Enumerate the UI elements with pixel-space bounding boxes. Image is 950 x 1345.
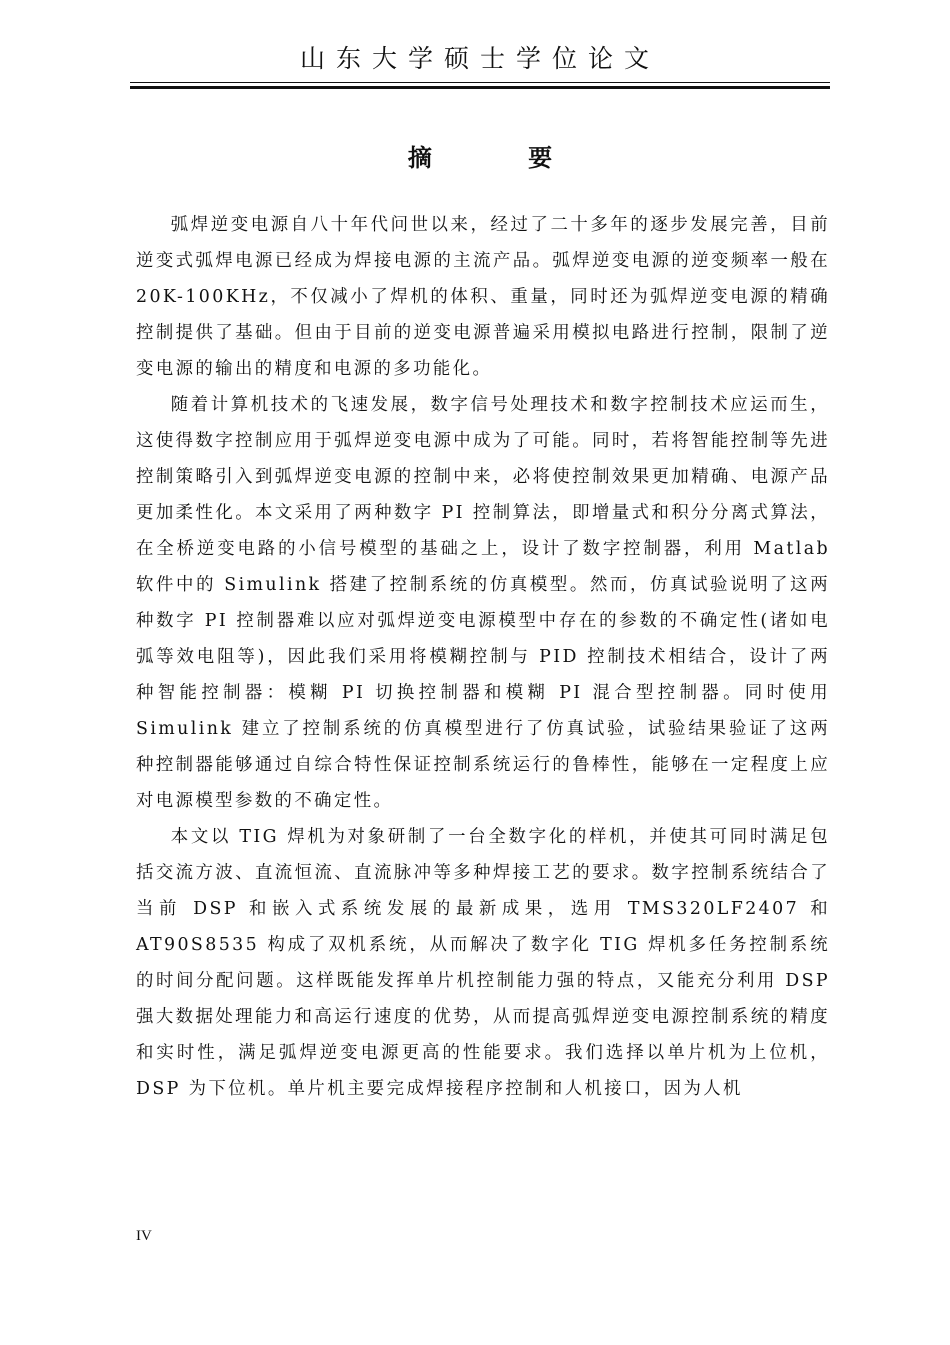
abstract-body: [136, 207, 830, 1107]
section-title: 摘 要: [407, 144, 597, 172]
running-header: 山东大学硕士学位论文: [299, 44, 660, 73]
abstract-paragraph-2: 随着计算机技术的飞速发展，数字信号处理技术和数字控制技术应运而生，这使得数字控制应用于弧焊逆变电源中成为了可能。同时，若将智能控制等先进控制策略引入到弧焊逆变电源的控制中来，必将使控制效果更加精确、电源产品更加柔性化。本文采用了两种数字 PI 控制算法，即增量式和积分分离式算法，在全桥逆变电路的小信号模型的基础之上，设计了数字控制器，利用 Matlab 软件中的 Simulink 搭建了控制系统的仿真模型。然而，仿真试验说明了这两种数字 PI 控制器难以应对弧焊逆变电源模型中存在的参数的不确定性(诸如电弧等效电阻等)，因此我们采用将模糊控制与 PID 控制技术相结合，设计了两种智能控制器：模糊 PI 切换控制器和模糊 PI 混合型控制器。同时使用 Simulink 建立了控制系统的仿真模型进行了仿真试验，试验结果验证了这两种控制器能够通过自综合特性保证控制系统运行的鲁棒性，能够在一定程度上应对电源模型参数的不确定性。: [136, 395, 830, 811]
page-number: IV: [136, 1228, 152, 1244]
header-rule-thick: [130, 86, 830, 89]
abstract-paragraph-1: 弧焊逆变电源自八十年代问世以来，经过了二十多年的逐步发展完善，目前逆变式弧焊电源已经成为焊接电源的主流产品。弧焊逆变电源的逆变频率一般在 20K-100KHz，不仅减小了焊机的体积、重量，同时还为弧焊逆变电源的精确控制提供了基础。但由于目前的逆变电源普遍采用模拟电路进行控制，限制了逆变电源的输出的精度和电源的多功能化。: [136, 215, 830, 379]
header-rule-thin: [130, 82, 830, 83]
abstract-paragraph-3: 本文以 TIG 焊机为对象研制了一台全数字化的样机，并使其可同时满足包括交流方波、直流恒流、直流脉冲等多种焊接工艺的要求。数字控制系统结合了当前 DSP 和嵌入式系统发展的最新成果，选用 TMS320LF2407 和 AT90S8535 构成了双机系统，从而解决了数字化 TIG 焊机多任务控制系统的时间分配问题。这样既能发挥单片机控制能力强的特点，又能充分利用 DSP 强大数据处理能力和高运行速度的优势，从而提高弧焊逆变电源控制系统的精度和实时性，满足弧焊逆变电源更高的性能要求。我们选择以单片机为上位机，DSP 为下位机。单片机主要完成焊接程序控制和人机接口，因为人机: [136, 827, 830, 1099]
